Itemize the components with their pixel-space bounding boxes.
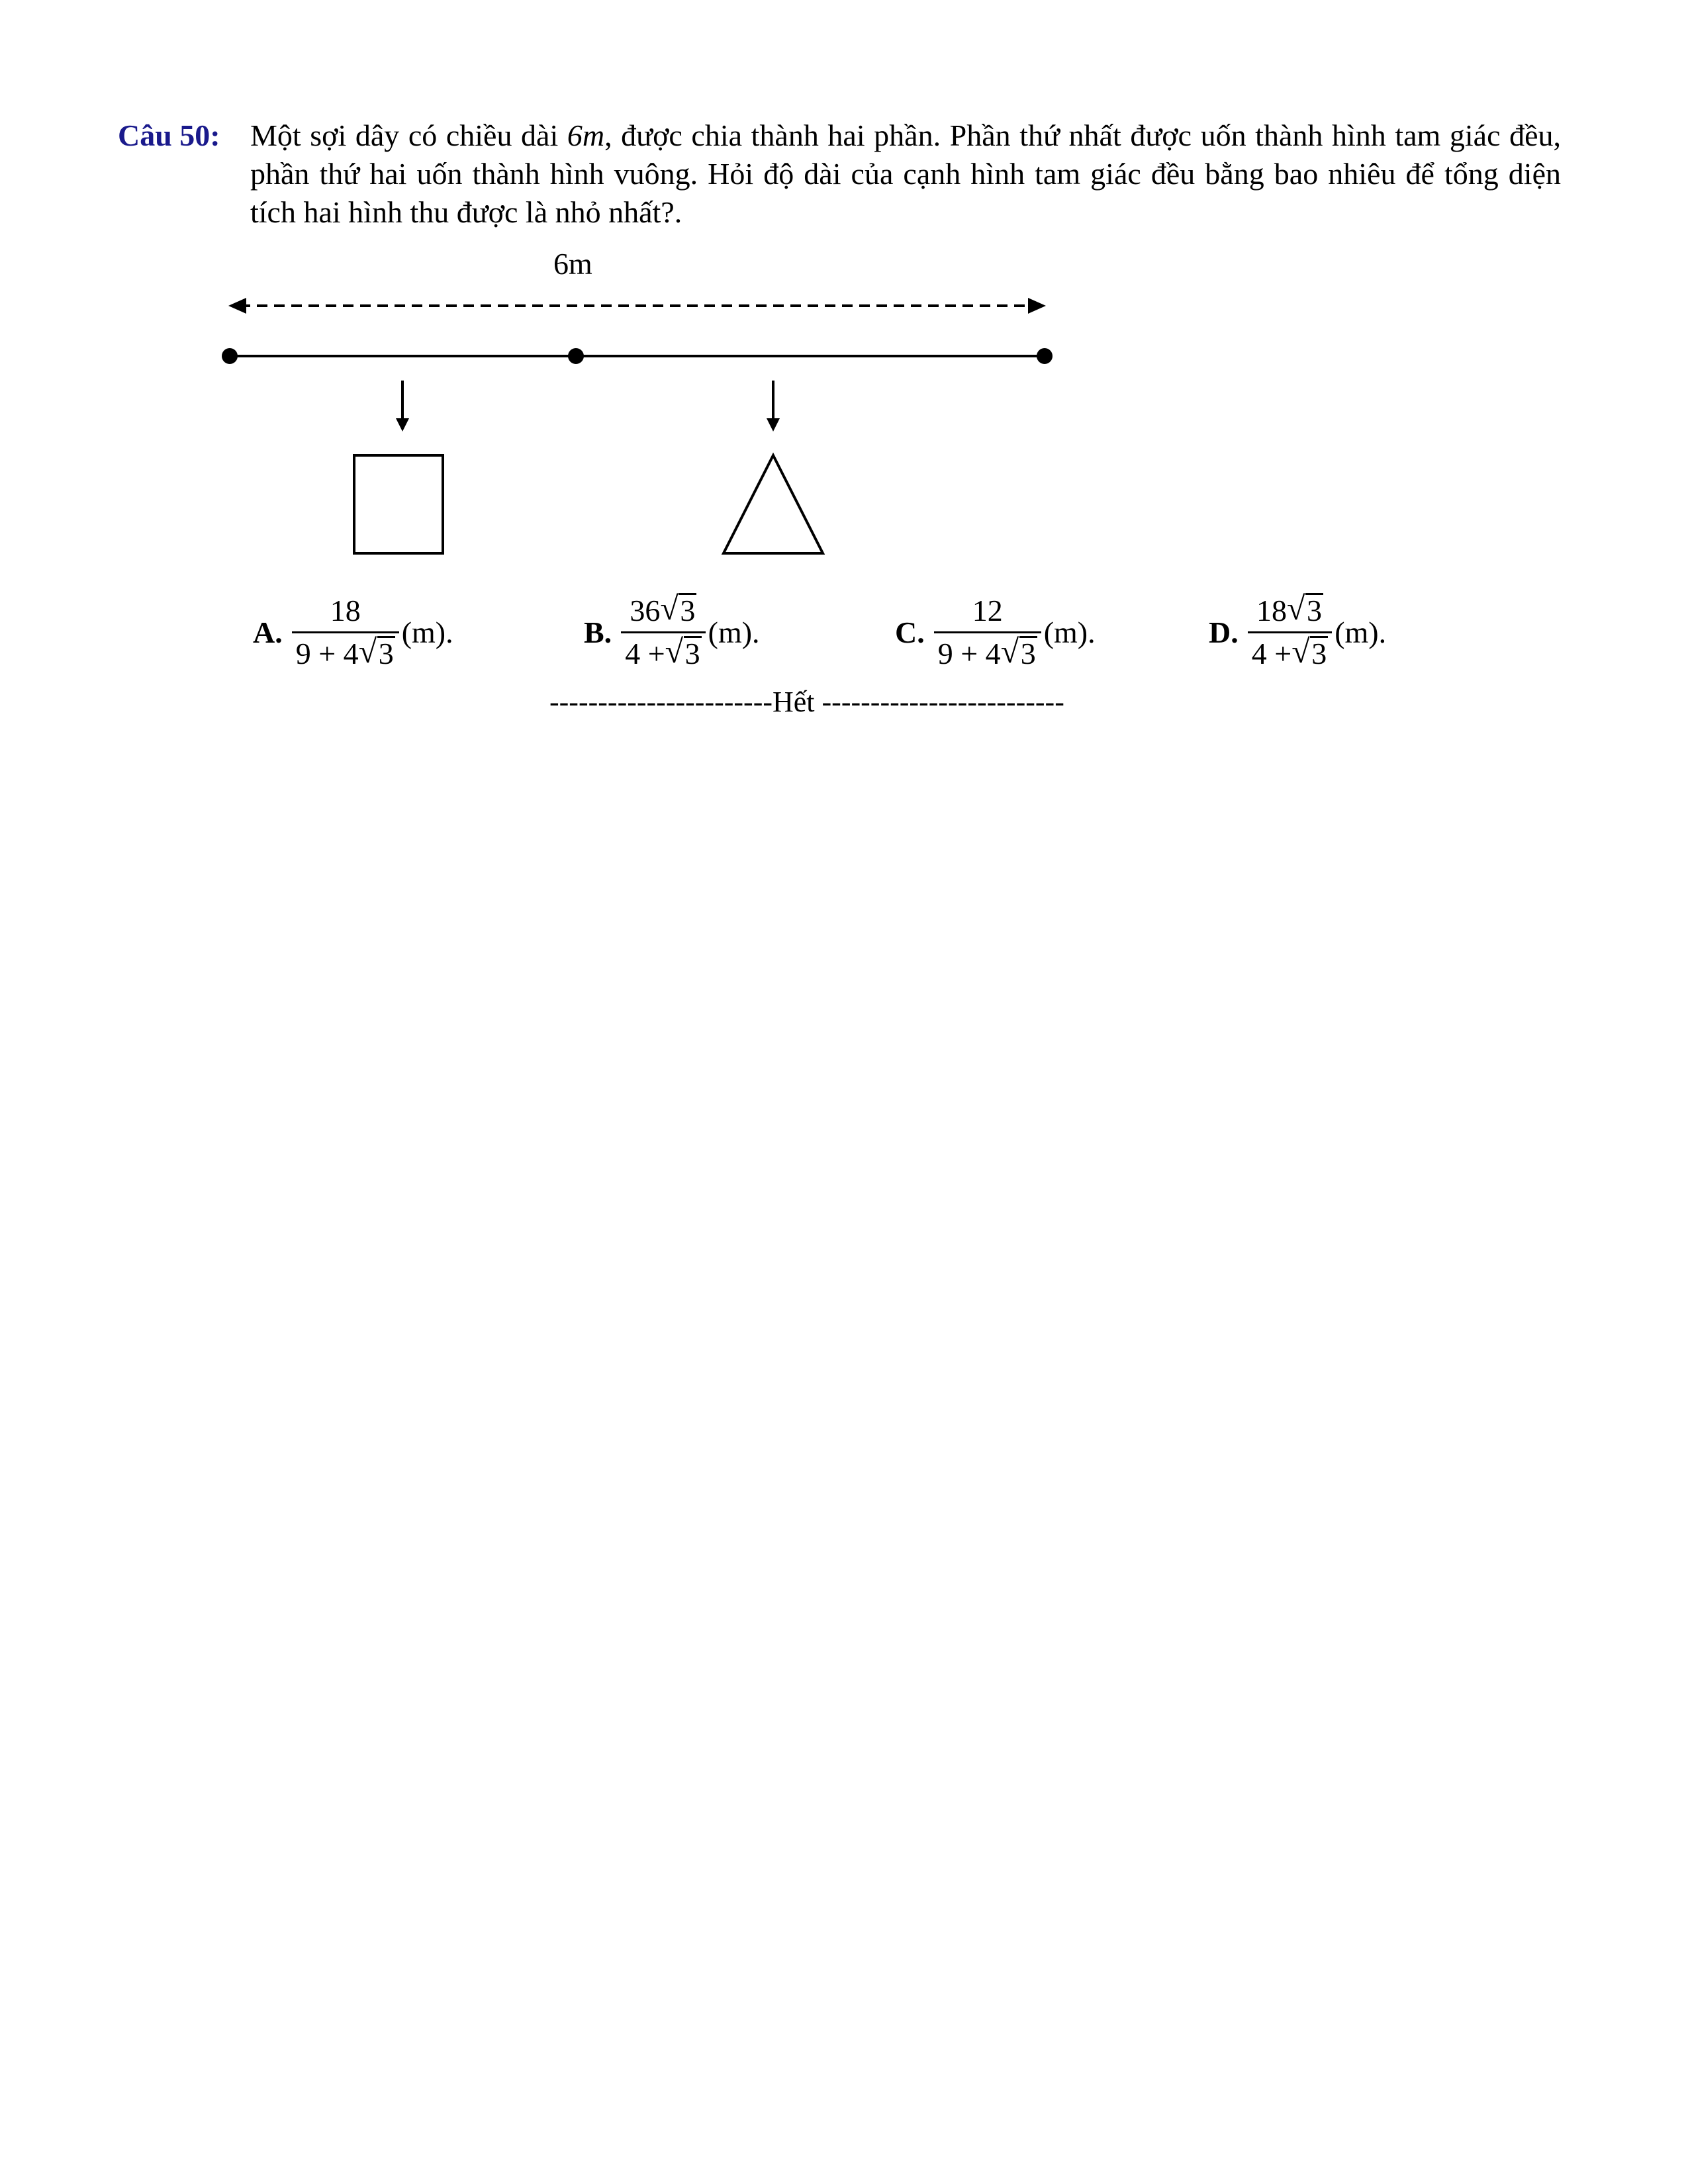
radical-icon: √ bbox=[358, 632, 377, 670]
right-arrowhead bbox=[1028, 298, 1046, 314]
sqrt-expression bbox=[665, 632, 702, 672]
numerator-text: 18 bbox=[330, 593, 361, 627]
unit: (m). bbox=[1043, 615, 1096, 649]
numerator-text: 36 bbox=[630, 593, 661, 627]
fraction bbox=[934, 593, 1041, 672]
question-label: Câu 50: bbox=[118, 118, 220, 152]
radical-icon: √ bbox=[665, 632, 684, 670]
square-shape bbox=[354, 455, 443, 553]
option-b[interactable] bbox=[584, 582, 760, 682]
question-text-part2: , được chia thành hai phần. Phần thứ nhất được uốn thành hình tam giác đều, phần thứ hai uốn thành hình vuông. Hỏi độ dài của cạnh hình tam giác đều bằng bao nhiêu để tổng diện tích hai hình thu được là nhỏ nhất?. bbox=[250, 118, 1561, 229]
wire-diagram bbox=[0, 0, 1688, 596]
option-c[interactable] bbox=[895, 582, 1096, 682]
sqrt-expression bbox=[1291, 632, 1328, 672]
radicand: 3 bbox=[1020, 636, 1036, 670]
down-arrow-right-head bbox=[767, 418, 780, 432]
radical-icon: √ bbox=[1291, 632, 1310, 670]
sqrt-expression bbox=[1000, 632, 1037, 672]
numerator bbox=[326, 593, 365, 631]
option-a[interactable] bbox=[253, 582, 453, 682]
unit: (m). bbox=[401, 615, 453, 649]
sqrt-expression bbox=[1286, 589, 1323, 629]
wire-endpoint-left bbox=[222, 348, 238, 364]
radicand: 3 bbox=[378, 636, 394, 670]
unit: (m). bbox=[708, 615, 760, 649]
option-letter: B. bbox=[584, 615, 612, 649]
wire-endpoint-right bbox=[1037, 348, 1053, 364]
denominator-text: 4 + bbox=[1251, 636, 1292, 670]
sqrt-expression bbox=[660, 589, 696, 629]
option-letter: A. bbox=[253, 615, 283, 649]
option-letter: D. bbox=[1209, 615, 1239, 649]
fraction bbox=[621, 589, 705, 672]
numerator bbox=[1252, 589, 1327, 631]
radical-icon: √ bbox=[660, 589, 679, 627]
option-letter: C. bbox=[895, 615, 925, 649]
numerator bbox=[626, 589, 700, 631]
radicand: 3 bbox=[1311, 636, 1327, 670]
wire-split-point bbox=[568, 348, 584, 364]
sqrt-expression bbox=[358, 632, 395, 672]
denominator-text: 9 + 4 bbox=[937, 636, 1001, 670]
denominator bbox=[1248, 631, 1332, 672]
length-expression: 6m bbox=[567, 118, 605, 152]
denominator-text: 4 + bbox=[625, 636, 665, 670]
numerator-text: 18 bbox=[1256, 593, 1287, 627]
triangle-shape bbox=[724, 455, 823, 553]
diagram-svg bbox=[0, 0, 1688, 596]
unit: (m). bbox=[1335, 615, 1387, 649]
end-marker: -----------------------Hết ------------------------- bbox=[549, 686, 1064, 718]
radicand: 3 bbox=[684, 636, 700, 670]
numerator bbox=[968, 593, 1007, 631]
radical-icon: √ bbox=[1286, 589, 1305, 627]
fraction bbox=[292, 593, 399, 672]
left-arrowhead bbox=[228, 298, 246, 314]
question-text-part1: Một sợi dây có chiều dài bbox=[250, 118, 567, 152]
fraction bbox=[1248, 589, 1332, 672]
radical-icon: √ bbox=[1000, 632, 1019, 670]
answer-options bbox=[0, 582, 1688, 682]
denominator-text: 9 + 4 bbox=[295, 636, 359, 670]
denominator bbox=[292, 631, 399, 672]
denominator bbox=[621, 631, 705, 672]
option-d[interactable] bbox=[1209, 582, 1386, 682]
radicand: 3 bbox=[1306, 593, 1322, 627]
wire-length-label: 6m bbox=[553, 247, 592, 281]
down-arrow-left-head bbox=[396, 418, 409, 432]
denominator bbox=[934, 631, 1041, 672]
radicand: 3 bbox=[680, 593, 696, 627]
numerator-text: 12 bbox=[972, 593, 1003, 627]
